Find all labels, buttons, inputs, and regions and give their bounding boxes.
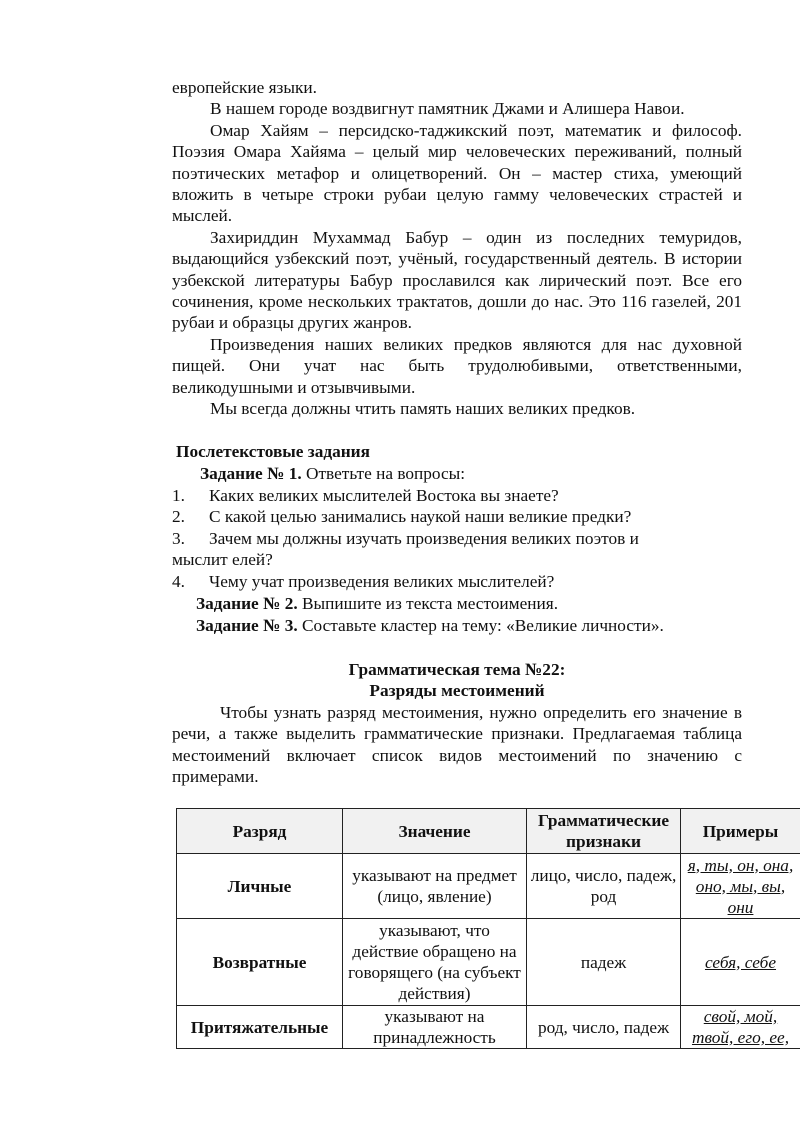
paragraph-ancestors: Произведения наших великих предков являются для нас духовной пищей. Они учат нас быть трудолюбивыми, ответственными, великодушными и отзывчивыми. — [172, 334, 742, 397]
cell-category: Притяжательные — [177, 1006, 343, 1049]
task-1-label: Задание № 1. — [200, 464, 302, 483]
list-item — [172, 528, 692, 571]
cell-examples: я, ты, он, она, оно, мы, вы, они — [681, 854, 800, 919]
pronoun-table — [176, 808, 800, 1049]
table-row — [177, 1006, 800, 1049]
task-3-text: Составьте кластер на тему: «Великие личности». — [297, 616, 664, 635]
list-item-number: 4. — [172, 571, 185, 591]
list-item — [172, 506, 692, 527]
task-3-label: Задание № 3. — [196, 616, 298, 635]
header-meaning: Значение — [343, 809, 527, 854]
task-2 — [196, 593, 558, 614]
cell-features: лицо, число, падеж, род — [527, 854, 681, 919]
list-item — [172, 571, 692, 592]
cell-examples: свой, мой, твой, его, ее, — [681, 1006, 800, 1049]
header-category: Разряд — [177, 809, 343, 854]
header-examples: Примеры — [681, 809, 800, 854]
reading-text — [172, 77, 742, 420]
question-list — [172, 485, 692, 592]
list-item-number: 3. — [172, 528, 185, 548]
header-features: Грамматические признаки — [527, 809, 681, 854]
task-1-text: Ответьте на вопросы: — [301, 464, 466, 483]
paragraph-khayyam: Омар Хайям – персидско-таджикский поэт, математик и философ. Поэзия Омара Хайяма – целый мир человеческих переживаний, полный поэтических метафор и олицетворений. Он – мастер стиха, умеющий вложить в четыре строки рубаи целую гамму человеческих страстей и мыслей. — [172, 120, 742, 226]
paragraph-babur: Захириддин Мухаммад Бабур – один из последних темуридов, выдающийся узбекский поэт, учёный, государственный деятель. В истории узбекской литературы Бабур прославился как лирический поэт. Все его сочинения, кроме нескольких трактатов, дошли до нас. Это 116 газелей, 201 рубаи и образцы других жанров. — [172, 227, 742, 333]
task-1 — [200, 463, 465, 484]
paragraph-monument: В нашем городе воздвигнут памятник Джами и Алишера Навои. — [210, 99, 685, 119]
list-item-number: 2. — [172, 507, 185, 527]
task-2-label: Задание № 2. — [196, 594, 298, 613]
cell-features: падеж — [527, 919, 681, 1006]
cell-features: род, число, падеж — [527, 1006, 681, 1049]
table-header-row — [177, 809, 800, 854]
cell-meaning: указывают на принадлежность — [343, 1006, 527, 1049]
grammar-title: Грамматическая тема №22: — [348, 660, 566, 679]
cell-meaning: указывают, что действие обращено на говорящего (на субъект действия) — [343, 919, 527, 1006]
list-item-text-continuation: мыслит елей? — [172, 550, 273, 570]
list-item-text: Чему учат произведения великих мыслителей? — [209, 571, 555, 591]
paragraph-honor: Мы всегда должны чтить память наших великих предков. — [210, 399, 636, 419]
list-item-number: 1. — [172, 486, 185, 505]
list-item — [172, 485, 692, 506]
post-tasks-heading: Послетекстовые задания — [176, 442, 370, 461]
list-item-text: С какой целью занимались наукой наши великие предки? — [209, 507, 632, 527]
grammar-intro-text: Чтобы узнать разряд местоимения, нужно определить его значение в речи, а также выделить грамматические признаки. Предлагаемая таблица местоимений включает список видов местоимений по значению с примерами. — [172, 703, 742, 787]
table-row — [177, 854, 800, 919]
task-3 — [196, 615, 664, 636]
list-item-text: Зачем мы должны изучать произведения великих поэтов и — [209, 528, 639, 548]
grammar-subtitle: Разряды местоимений — [369, 681, 545, 700]
cell-category: Личные — [177, 854, 343, 919]
task-2-text: Выпишите из текста местоимения. — [297, 594, 559, 613]
cell-meaning: указывают на предмет (лицо, явление) — [343, 854, 527, 919]
list-item-text: Каких великих мыслителей Востока вы знаете? — [209, 486, 559, 505]
cell-examples: себя, себе — [681, 919, 800, 1006]
cell-category: Возвратные — [177, 919, 343, 1006]
table-row — [177, 919, 800, 1006]
grammar-intro — [172, 702, 742, 788]
paragraph-continuation: европейские языки. — [172, 78, 317, 97]
